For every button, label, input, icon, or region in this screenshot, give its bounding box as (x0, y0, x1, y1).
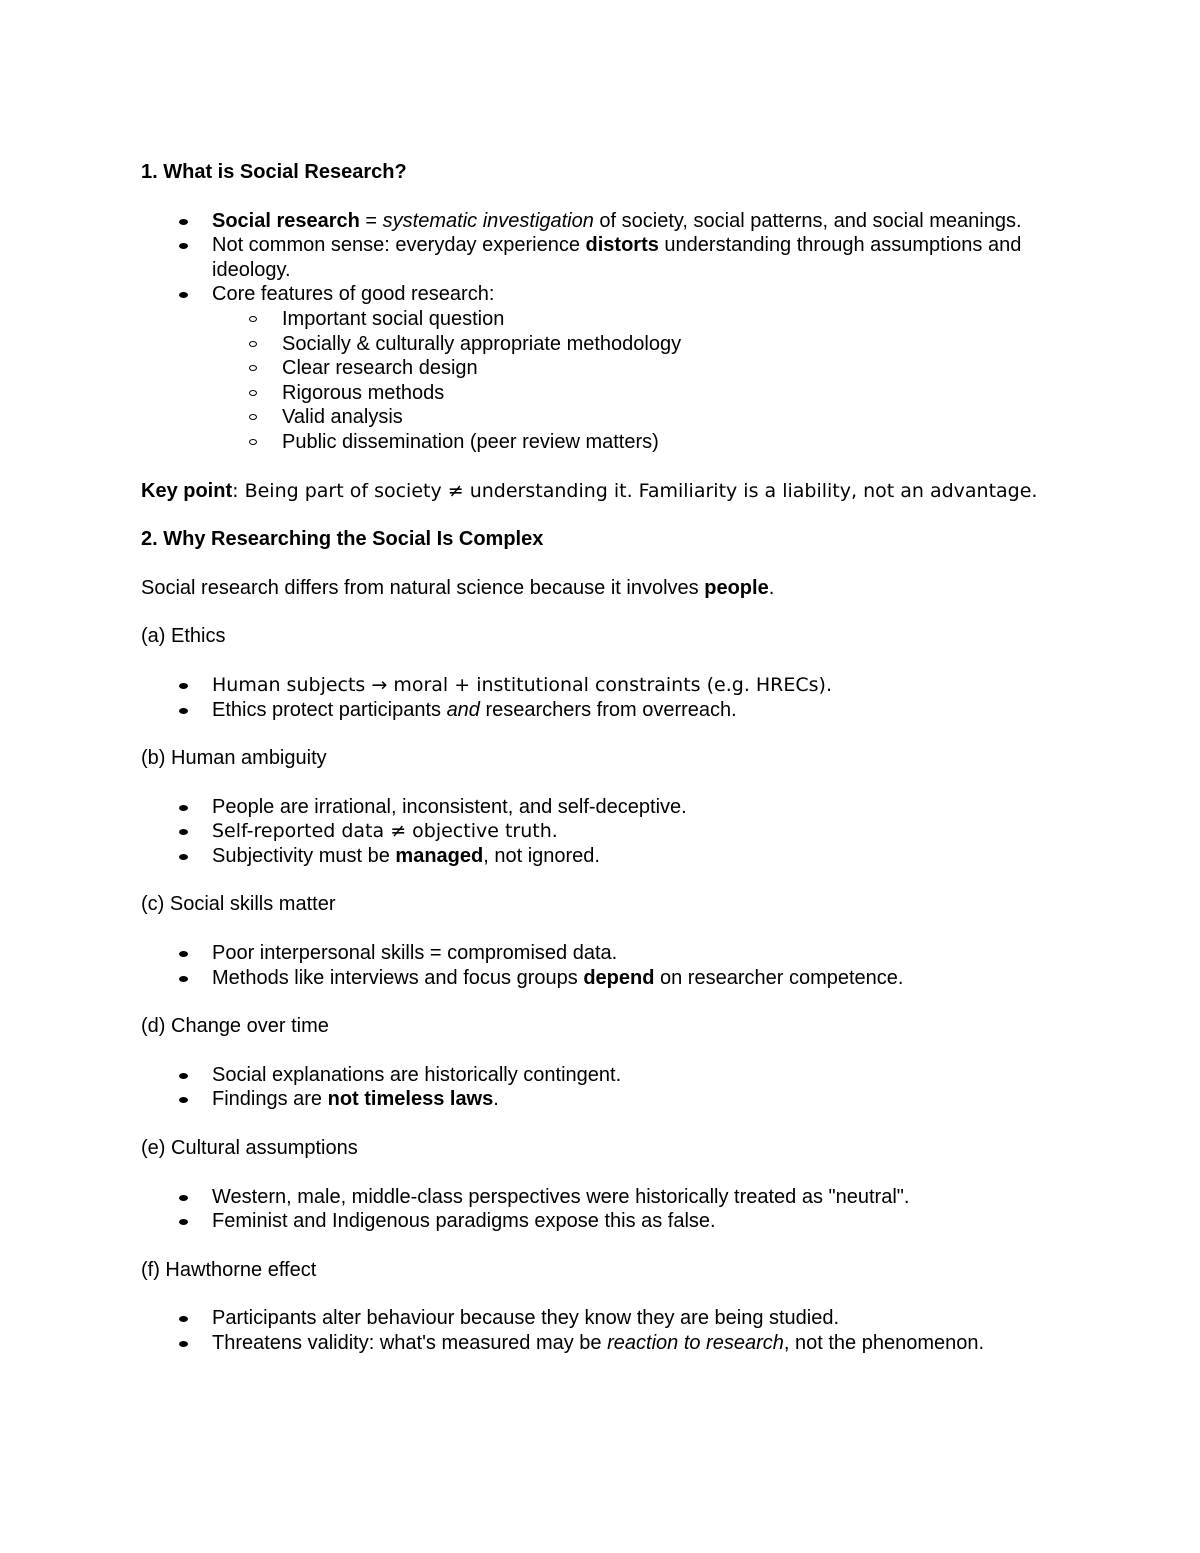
bullet-icon (179, 829, 188, 835)
subsection-a-title: (a) Ethics (141, 625, 226, 648)
bullet-icon (179, 805, 188, 811)
section-2-intro: Social research differs from natural science because it involves people. (141, 576, 775, 599)
section-1-bullets (141, 209, 1061, 455)
list-item: Threatens validity: what's measured may be reaction to research, not the phenomenon. (141, 1331, 1061, 1356)
list-item: Methods like interviews and focus groups depend on researcher competence. (141, 966, 1061, 991)
section-2-heading: 2. Why Researching the Social Is Complex (141, 528, 544, 551)
subsection-d-title: (d) Change over time (141, 1015, 329, 1038)
list-item: Social research = systematic investigation of society, social patterns, and social meanings. (141, 209, 1061, 234)
circle-bullet-icon (249, 365, 257, 371)
bullet-icon (179, 219, 188, 225)
subsection-e-bullets (141, 1185, 1061, 1234)
sub-list-item: Rigorous methods (141, 381, 1061, 406)
bullet-icon (179, 1073, 188, 1079)
features-sublist (141, 307, 1061, 455)
subsection-a-bullets (141, 673, 1061, 722)
sub-list-item: Socially & culturally appropriate methodology (141, 332, 1061, 357)
sub-list-item: Clear research design (141, 356, 1061, 381)
sub-list-item: Public dissemination (peer review matters) (141, 430, 1061, 455)
bullet-icon (179, 1097, 188, 1103)
bullet-icon (179, 708, 188, 714)
subsection-c-title: (c) Social skills matter (141, 893, 336, 916)
circle-bullet-icon (249, 439, 257, 445)
circle-bullet-icon (249, 390, 257, 396)
list-item: Poor interpersonal skills = compromised data. (141, 941, 1061, 966)
bullet-icon (179, 292, 188, 298)
bullet-icon (179, 854, 188, 860)
subsection-e-title: (e) Cultural assumptions (141, 1137, 358, 1160)
list-item: Human subjects → moral + institutional constraints (e.g. HRECs). (141, 673, 1061, 698)
list-item: Feminist and Indigenous paradigms expose this as false. (141, 1209, 1061, 1234)
subsection-d-bullets (141, 1063, 1061, 1112)
circle-bullet-icon (249, 414, 257, 420)
list-item: Western, male, middle-class perspectives were historically treated as "neutral". (141, 1185, 1061, 1210)
subsection-b-title: (b) Human ambiguity (141, 747, 327, 770)
circle-bullet-icon (249, 316, 257, 322)
bullet-icon (179, 951, 188, 957)
bullet-icon (179, 243, 188, 249)
list-item: Social explanations are historically contingent. (141, 1063, 1061, 1088)
subsection-c-bullets (141, 941, 1061, 990)
circle-bullet-icon (249, 341, 257, 347)
subsection-f-title: (f) Hawthorne effect (141, 1258, 317, 1281)
bullet-icon (179, 1316, 188, 1322)
bullet-icon (179, 1219, 188, 1225)
bullet-icon (179, 683, 188, 689)
sub-list-item: Important social question (141, 307, 1061, 332)
bullet-icon (179, 976, 188, 982)
subsection-f-bullets (141, 1306, 1061, 1355)
sub-list-item: Valid analysis (141, 405, 1061, 430)
list-item: People are irrational, inconsistent, and self-deceptive. (141, 795, 1061, 820)
list-item: Self-reported data ≠ objective truth. (141, 819, 1061, 844)
section-1-heading: 1. What is Social Research? (141, 161, 407, 183)
bullet-icon (179, 1341, 188, 1347)
subsection-b-bullets (141, 795, 1061, 869)
list-item: Not common sense: everyday experience distorts understanding through assumptions and ideology. (141, 233, 1061, 282)
document-page (141, 160, 1061, 1356)
list-item: Findings are not timeless laws. (141, 1087, 1061, 1112)
list-item: Ethics protect participants and researchers from overreach. (141, 698, 1061, 723)
list-item: Participants alter behaviour because they know they are being studied. (141, 1306, 1061, 1331)
list-item: Core features of good research: Important social question Socially & culturally appropriate methodology Clear research design Rigorous methods Valid analysis Public dissemination (peer review matters) (141, 282, 1061, 454)
list-item: Subjectivity must be managed, not ignored. (141, 844, 1061, 869)
bullet-icon (179, 1195, 188, 1201)
key-point: Key point: Being part of society ≠ understanding it. Familiarity is a liability, not an advantage. (141, 479, 1038, 502)
